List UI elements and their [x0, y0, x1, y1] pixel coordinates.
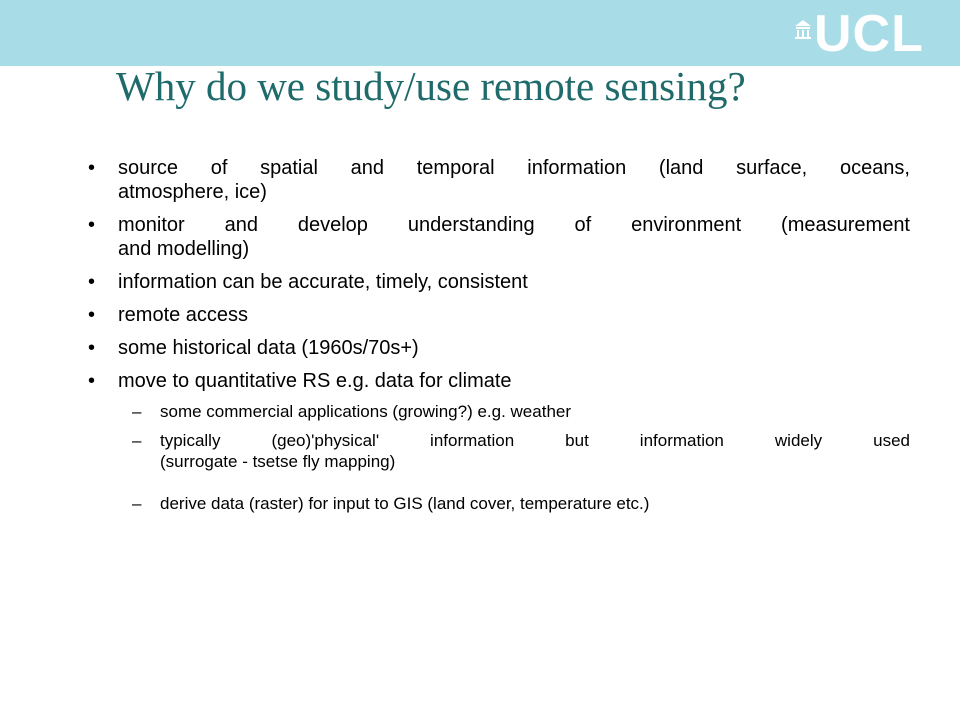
bullet-line: atmosphere, ice) [118, 181, 267, 203]
bullet-text [118, 237, 910, 261]
bullet-marker: • [88, 337, 96, 359]
dash-marker: – [132, 402, 142, 421]
bullet-line: source of spatial and temporal information (land surface, oceans, [118, 157, 910, 179]
sub-bullet-text: derive data (raster) for input to GIS (land cover, temperature etc.) [160, 494, 650, 513]
bullet-text: remote access [118, 304, 249, 326]
sub-bullet-line: (surrogate - tsetse fly mapping) [160, 452, 396, 471]
dash-marker: – [132, 494, 142, 513]
sub-bullet-text: some commercial applications (growing?) e.g. weather [160, 402, 572, 421]
portico-icon [792, 16, 814, 40]
sub-bullet-text [160, 451, 910, 472]
bullet-text: some historical data (1960s/70s+) [118, 337, 419, 359]
bullet-text [118, 156, 910, 180]
bullet-line: and modelling) [118, 238, 250, 260]
bullet-text: move to quantitative RS e.g. data for climate [118, 370, 512, 392]
ucl-logo [792, 5, 942, 63]
sub-bullet-line: typically (geo)'physical' information but information widely used [160, 431, 910, 450]
bullet-marker: • [88, 304, 96, 326]
bullet-marker: • [88, 271, 96, 293]
page-title: Why do we study/use remote sensing? [116, 63, 746, 109]
dash-marker: – [132, 431, 142, 450]
bullet-text: information can be accurate, timely, consistent [118, 271, 528, 293]
bullet-text [118, 180, 910, 204]
bullet-marker: • [88, 157, 96, 179]
bullet-marker: • [88, 370, 96, 392]
logo-text: UCL [814, 5, 924, 63]
sub-bullet-text [160, 430, 910, 451]
bullet-text [118, 213, 910, 237]
bullet-marker: • [88, 214, 96, 236]
bullet-line: monitor and develop understanding of environment (measurement [118, 214, 910, 236]
